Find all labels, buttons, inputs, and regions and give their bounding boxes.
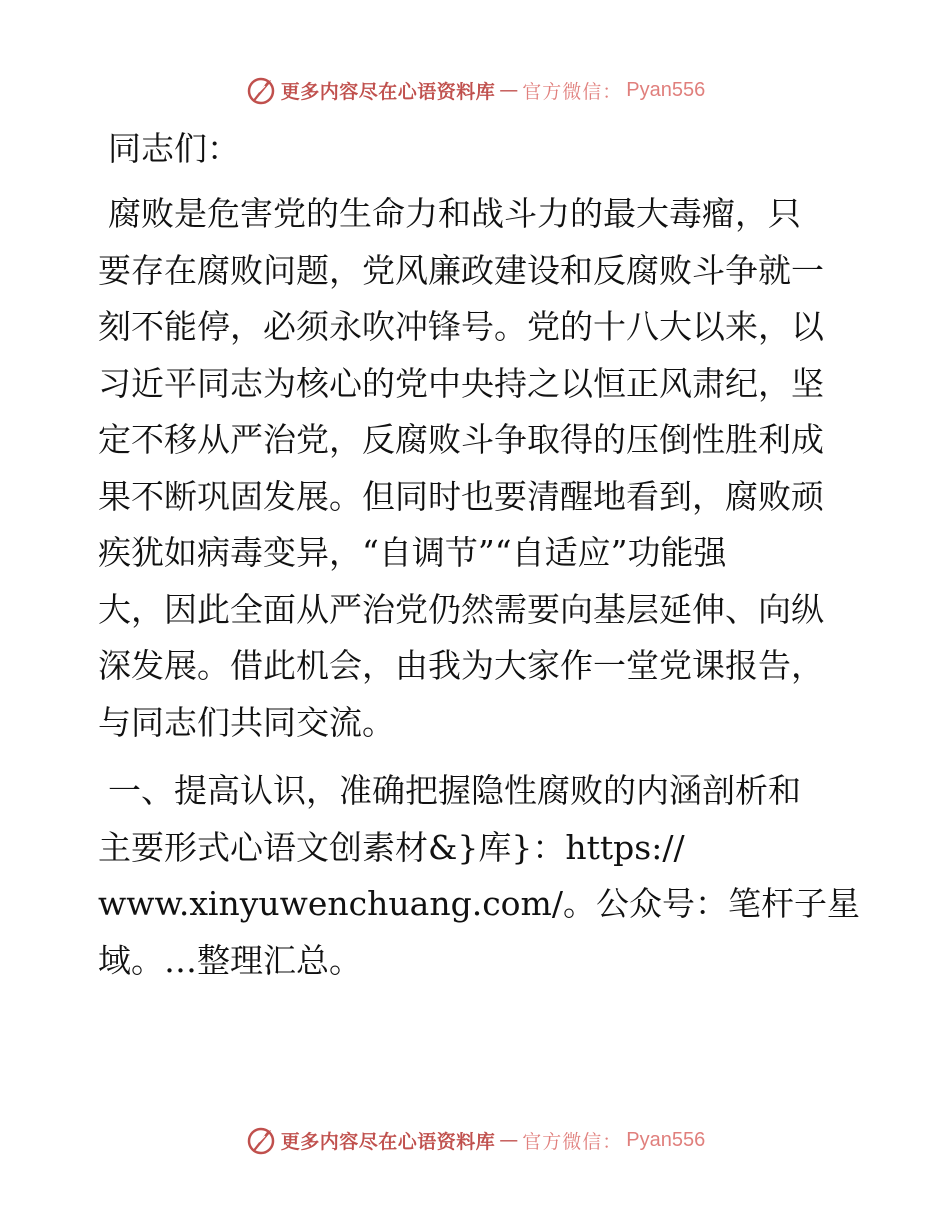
- paragraph-intro: [98, 186, 858, 751]
- paragraph-line: 定不移从严治党，反腐败斗争取得的压倒性胜利成: [98, 420, 824, 459]
- document-body: [98, 120, 858, 1001]
- paragraph-line: 大，因此全面从严治党仍然需要向基层延伸、向纵: [98, 589, 824, 629]
- paragraph-line: 与同志们共同交流。: [98, 702, 395, 742]
- watermark-dash: —: [499, 79, 519, 101]
- watermark-wechat-id: Pyan556: [626, 78, 706, 101]
- paragraph-line: 要存在腐败问题，党风廉政建设和反腐败斗争就一: [98, 250, 824, 290]
- section-heading-1: [98, 763, 858, 989]
- watermark-wechat-id: Pyan556: [626, 1128, 706, 1151]
- greeting: 同志们：: [108, 129, 240, 168]
- paragraph-line: 腐败是危害党的生命力和战斗力的最大毒瘤，只: [108, 194, 801, 233]
- paragraph-line: 域。…整理汇总。: [98, 940, 362, 980]
- paragraph-line: 深发展。借此机会，由我为大家作一堂党课报告，: [98, 646, 824, 685]
- paragraph-line: 果不断巩固发展。但同时也要清醒地看到，腐败顽: [98, 476, 824, 516]
- paragraph-line: 疾犹如病毒变异，“自调节”“自适应”功能强: [98, 533, 727, 572]
- paragraph-line: www.xinyuwenchuang.com/。公众号：笔杆子星: [98, 884, 860, 923]
- feather-pen-logo-icon: [245, 74, 277, 106]
- paragraph-line: 习近平同志为核心的党中央持之以恒正风肃纪，坚: [98, 363, 824, 403]
- footer-watermark: [0, 1120, 950, 1160]
- watermark-main-text: 更多内容尽在心语资料库: [280, 80, 496, 103]
- watermark-official-label: 官方微信：: [522, 80, 623, 103]
- paragraph-line: 主要形式心语文创素材&}库}：https://: [98, 827, 685, 867]
- feather-pen-logo-icon: [245, 1124, 277, 1156]
- watermark-main-text: 更多内容尽在心语资料库: [280, 1130, 496, 1153]
- paragraph-line: 一、提高认识，准确把握隐性腐败的内涵剖析和: [108, 771, 801, 810]
- watermark-dash: —: [499, 1129, 519, 1151]
- watermark-official-label: 官方微信：: [522, 1130, 623, 1153]
- header-watermark: [0, 70, 950, 110]
- paragraph-line: 刻不能停，必须永吹冲锋号。党的十八大以来，以: [98, 307, 824, 346]
